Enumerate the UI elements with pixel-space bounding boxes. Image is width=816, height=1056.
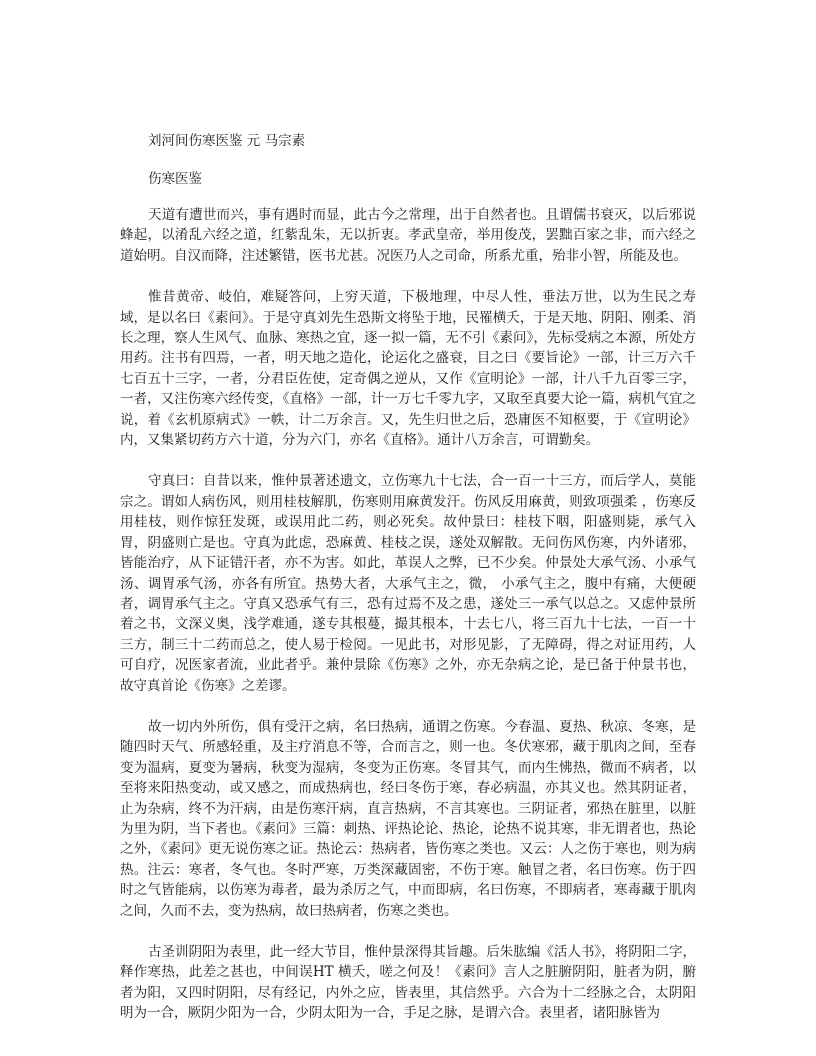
document-title: 刘河间伤寒医鉴 元 马宗素	[148, 133, 306, 149]
paragraph-3: 守真曰：自昔以来，惟仲景著述遗文，立伤寒九十七法，合一百一十三方，而后学人，莫能宗之。谓如人病伤风，则用桂枝解肌，伤寒则用麻黄发汗。伤风反用麻黄，则致项强柔 ，伤寒反用桂枝，则作惊狂发斑，或误用此二药，则必死矣。故仲景曰：桂枝下咽，阳盛则毙，承气入胃，阴盛则亡是也。守真为此虑，恐麻黄、桂枝之误，遂处双解散。无问伤风伤寒，内外诸邪，皆能治疗，从下证错汗者，亦不为害。如此，革误人之弊，已不少矣。仲景处大承气汤、小承气汤、调胃承气汤，亦各有所宜。热势大者，大承气主之，微， 小承气主之，腹中有痛，大便硬者，调胃承气主之。守真又恐承气有三，恐有过焉不及之患，遂处三一承气以总之。又虑仲景所着之书，文深义奥，浅学难通，遂专其根蔓，撮其根本，十去七八，将三百九十七法，一百一十三方，制三十二药而总之，使人易于检阅。一见此书，对形见影，了无障碍，得之对证用药，人可自疗，况医家者流，业此者乎。兼仲景除《伤寒》之外，亦无杂病之论，是已备于仲景书也，故守真首论《伤寒》之差谬。	[120, 473, 696, 694]
document-body	[120, 205, 696, 1045]
paragraph-1: 天道有遭世而兴，事有遇时而显，此古今之常理，出于自然者也。且谓儒书衰灭，以后邪说蜂起，以淆乱六经之道，红紫乱朱，无以折衷。孝武皇帝，举用俊茂，罢黜百家之非，而六经之道始明。自汉而降，注述繁错，医书尤甚。况医乃人之司命，所系尤重，殆非小智，所能及也。	[120, 207, 696, 264]
section-title: 伤寒医鉴	[148, 171, 202, 187]
paragraph-4: 故一切内外所伤，俱有受汗之病，名曰热病，通谓之伤寒。今春温、夏热、秋凉、冬寒，是随四时天气、所感轻重，及主疗消息不等，合而言之，则一也。冬伏寒邪，藏于肌肉之间，至春变为温病，夏变为暑病，秋变为湿病，冬变为正伤寒。冬冒其气，而内生怫热，微而不病者，以至将来阳热变动，或又感之，而成热病也，经曰冬伤于寒，春必病温，亦其义也。然其阴证者，止为杂病，终不为汗病，由是伤寒汗病，直言热病，不言其寒也。三阴证者，邪热在脏里，以脏为里为阴，当下者也。《素问》三篇：刺热、评热论论、热论，论热不说其寒，非无谓者也，热论之外，《素问》更无说伤寒之证。热论云：热病者，皆伤寒之类也。又云：人之伤于寒也，则为病热。注云：寒者，冬气也。冬时严寒，万类深藏固密，不伤于寒。触冒之者，名曰伤寒。伤于四时之气皆能病，以伤寒为毒者，最为杀厉之气，中而即病，名曰伤寒，不即病者，寒毒藏于肌肉之间，久而不去，变为热病，故曰热病者，伤寒之类也。	[120, 718, 696, 919]
paragraph-2: 惟昔黄帝、岐伯，难疑答问，上穷天道，下极地理，中尽人性，垂法万世，以为生民之寿域，是以名曰《素问》。于是守真刘先生恐斯文将坠于地，民罹横夭，于是天地、阴阳、刚柔、消长之理，察人生风气、血脉、寒热之宜，逐一拟一篇，无不引《素问》，先标受病之本源，所处方用药。注书有四焉，一者，明天地之造化，论运化之盛衰，目之曰《要旨论》一部，计三万六千七百五十三字，一者，分君臣佐使，定奇偶之逆从，又作《宣明论》一部，计八千九百零三字，一者，又注伤寒六经传变，《直格》一部，计一万七千零九字，又取至真要大论一篇，病机气宜之说，着《玄机原病式》一帙，计二万余言。又，先生归世之后，恐庸医不知枢要，于《宣明论》内，又集紧切药方六十道，分为六门，亦名《直格》。通计八万余言，可谓勤矣。	[120, 289, 696, 449]
paragraph-5: 古圣训阴阳为表里，此一经大节目，惟仲景深得其旨趣。后朱肱编《活人书》，将阴阳二字，释作寒热，此差之甚也，中间误HT 横夭，嗟之何及！《素问》言人之脏腑阴阳，脏者为阴，腑者为阳，又四时阴阳，尽有经记，内外之应，皆表里，其信然乎。六合为十二经脉之合，太阴阳明为一合，厥阴少阳为一合，少阴太阳为一合，手足之脉，是谓六合。表里者，诸阳脉皆为	[120, 944, 696, 1022]
